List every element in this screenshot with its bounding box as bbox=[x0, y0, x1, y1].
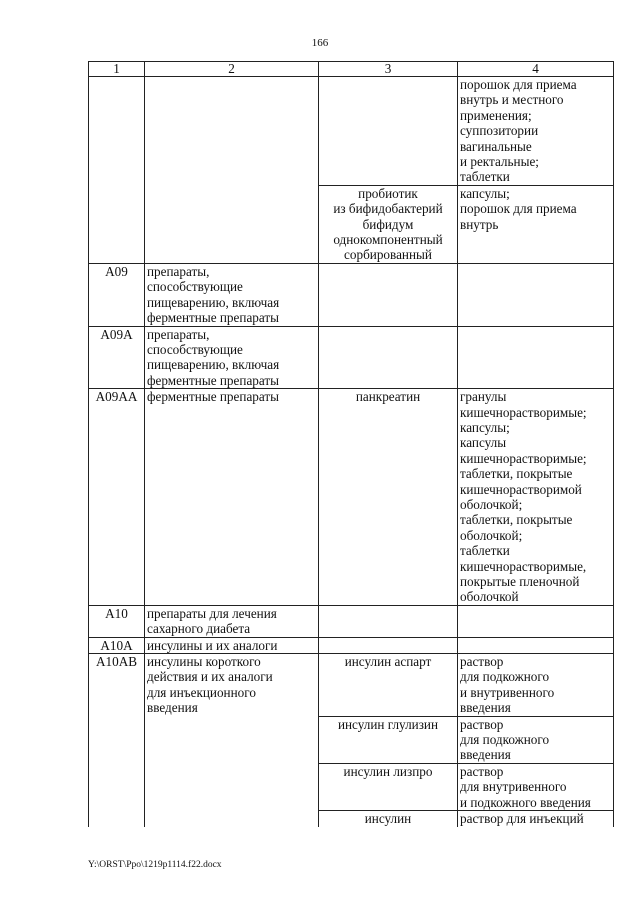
dosage-form-cell bbox=[458, 263, 614, 326]
table-row bbox=[89, 605, 614, 637]
table-row bbox=[89, 326, 614, 389]
medication-table bbox=[88, 61, 614, 827]
table-row bbox=[89, 763, 614, 810]
table-row bbox=[89, 654, 614, 717]
dosage-form-cell: раствор для подкожного введения bbox=[458, 716, 614, 763]
column-header-2: 2 bbox=[145, 62, 319, 77]
drug-name-cell: пробиотик из бифидобактерий бифидум однокомпонентный сорбированный bbox=[319, 185, 458, 263]
group-cell bbox=[145, 185, 319, 263]
table-row bbox=[89, 811, 614, 827]
dosage-form-cell: раствор для инъекций bbox=[458, 811, 614, 827]
dosage-form-cell: капсулы; порошок для приема внутрь bbox=[458, 185, 614, 263]
atc-code-cell: A09A bbox=[89, 326, 145, 389]
group-cell: инсулины короткого действия и их аналоги для инъекционного введения bbox=[145, 654, 319, 717]
table-row bbox=[89, 637, 614, 653]
group-cell: препараты, способствующие пищеварению, включая ферментные препараты bbox=[145, 326, 319, 389]
drug-name-cell bbox=[319, 605, 458, 637]
drug-name-cell: инсулин аспарт bbox=[319, 654, 458, 717]
dosage-form-cell: раствор для внутривенного и подкожного введения bbox=[458, 763, 614, 810]
atc-code-cell bbox=[89, 185, 145, 263]
group-cell: препараты, способствующие пищеварению, включая ферментные препараты bbox=[145, 263, 319, 326]
dosage-form-cell: порошок для приема внутрь и местного применения; суппозитории вагинальные и ректальные; таблетки bbox=[458, 77, 614, 186]
drug-name-cell bbox=[319, 326, 458, 389]
table-row bbox=[89, 77, 614, 186]
column-header-1: 1 bbox=[89, 62, 145, 77]
drug-name-cell: инсулин лизпро bbox=[319, 763, 458, 810]
atc-code-cell: A09 bbox=[89, 263, 145, 326]
drug-name-cell: инсулин bbox=[319, 811, 458, 827]
atc-code-cell: A10 bbox=[89, 605, 145, 637]
atc-code-cell: A09AA bbox=[89, 389, 145, 606]
drug-name-cell: панкреатин bbox=[319, 389, 458, 606]
group-cell: ферментные препараты bbox=[145, 389, 319, 606]
group-cell bbox=[145, 77, 319, 186]
dosage-form-cell bbox=[458, 326, 614, 389]
group-cell: препараты для лечения сахарного диабета bbox=[145, 605, 319, 637]
table-row bbox=[89, 185, 614, 263]
atc-code-cell bbox=[89, 716, 145, 763]
table-row bbox=[89, 716, 614, 763]
dosage-form-cell: раствор для подкожного и внутривенного введения bbox=[458, 654, 614, 717]
file-path-footer: Y:\ORST\Ppo\1219p1114.f22.docx bbox=[88, 860, 222, 870]
atc-code-cell: A10AB bbox=[89, 654, 145, 717]
atc-code-cell bbox=[89, 811, 145, 827]
group-cell bbox=[145, 763, 319, 810]
group-cell bbox=[145, 811, 319, 827]
group-cell bbox=[145, 716, 319, 763]
header-row bbox=[89, 62, 614, 77]
column-header-4: 4 bbox=[458, 62, 614, 77]
dosage-form-cell bbox=[458, 637, 614, 653]
atc-code-cell bbox=[89, 763, 145, 810]
table-row bbox=[89, 389, 614, 606]
group-cell: инсулины и их аналоги bbox=[145, 637, 319, 653]
atc-code-cell: A10A bbox=[89, 637, 145, 653]
column-header-3: 3 bbox=[319, 62, 458, 77]
drug-name-cell bbox=[319, 77, 458, 186]
drug-name-cell bbox=[319, 263, 458, 326]
dosage-form-cell bbox=[458, 605, 614, 637]
table-row bbox=[89, 263, 614, 326]
drug-name-cell bbox=[319, 637, 458, 653]
dosage-form-cell: гранулы кишечнорастворимые; капсулы; капсулы кишечнорастворимые; таблетки, покрытые кишечнорастворимой оболочкой; таблетки, покрытые оболочкой; таблетки кишечнорастворимые, покрытые пленочной оболочкой bbox=[458, 389, 614, 606]
page-number: 166 bbox=[311, 37, 329, 49]
atc-code-cell bbox=[89, 77, 145, 186]
drug-name-cell: инсулин глулизин bbox=[319, 716, 458, 763]
